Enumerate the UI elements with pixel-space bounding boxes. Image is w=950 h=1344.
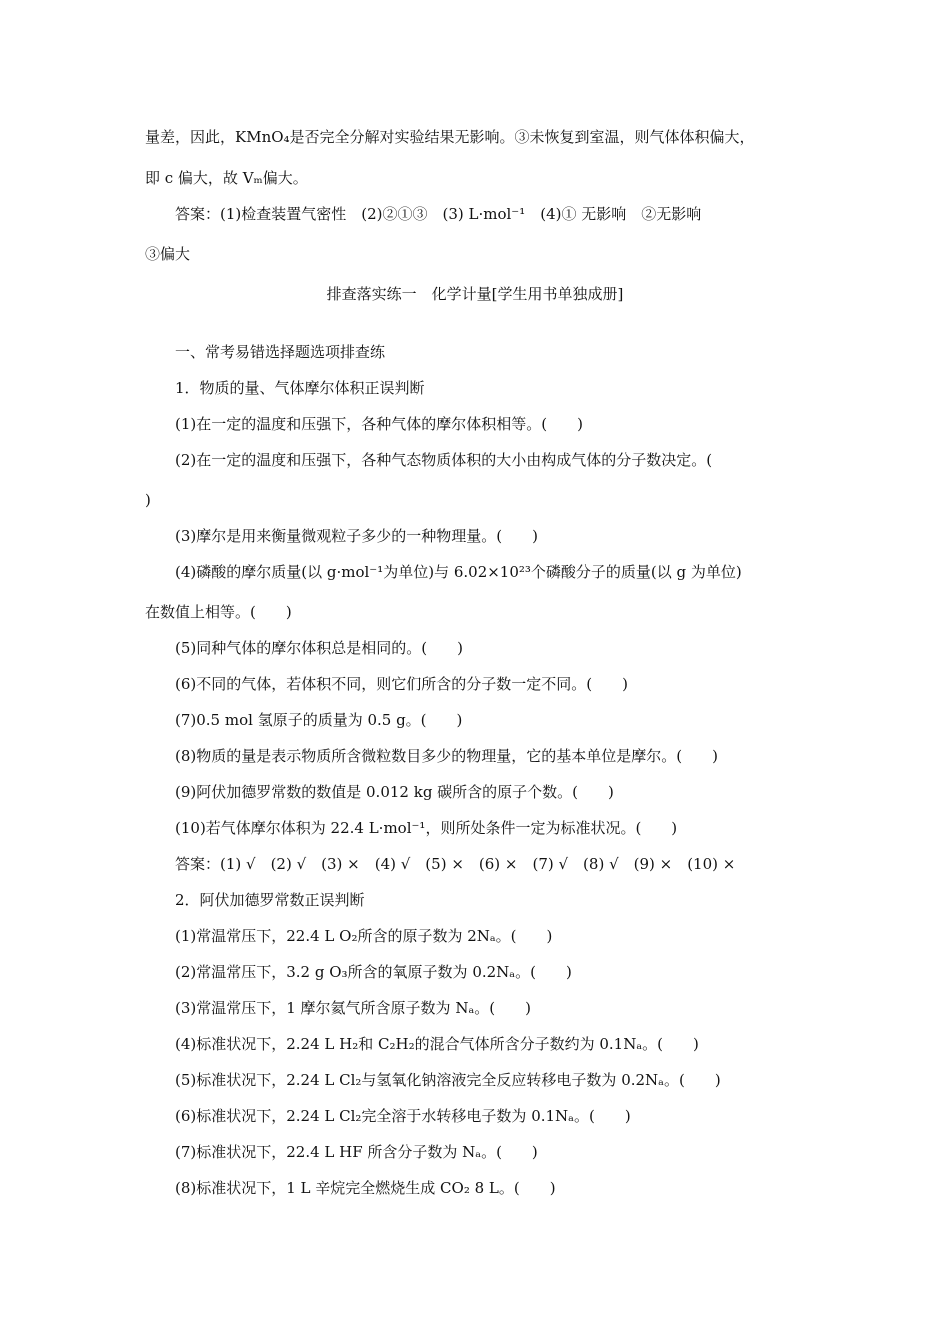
- intro-answer-line: 答案：(1)检查装置气密性 (2)②①③ (3) L·mol⁻¹ (4)① 无影响 ②无影响: [175, 205, 702, 223]
- question-2-3: (3)常温常压下，1 摩尔氦气所含原子数为 Nₐ。( ): [175, 999, 531, 1017]
- question-2-4: (4)标准状况下，2.24 L H₂和 C₂H₂的混合气体所含分子数约为 0.1Nₐ。( ): [175, 1035, 699, 1053]
- question-1-2-cont: ): [145, 491, 151, 509]
- question-2-6: (6)标准状况下，2.24 L Cl₂完全溶于水转移电子数为 0.1Nₐ。( ): [175, 1107, 631, 1125]
- heading-part-1: 一、常考易错选择题选项排查练: [175, 343, 386, 361]
- question-1-8: (8)物质的量是表示物质所含微粒数目多少的物理量，它的基本单位是摩尔。( ): [175, 747, 718, 765]
- intro-line-2: 即 c 偏大，故 Vₘ偏大。: [145, 169, 308, 187]
- question-2-1: (1)常温常压下，22.4 L O₂所含的原子数为 2Nₐ。( ): [175, 927, 553, 945]
- question-1-4-cont: 在数值上相等。( ): [145, 603, 292, 621]
- intro-line-1: 量差，因此，KMnO₄是否完全分解对实验结果无影响。③未恢复到室温，则气体体积偏大，: [145, 128, 755, 146]
- question-2-2: (2)常温常压下，3.2 g O₃所含的氧原子数为 0.2Nₐ。( ): [175, 963, 572, 981]
- question-1-5: (5)同种气体的摩尔体积总是相同的。( ): [175, 639, 463, 657]
- intro-answer-cont: ③偏大: [145, 245, 191, 263]
- question-1-7: (7)0.5 mol 氢原子的质量为 0.5 g。( ): [175, 711, 463, 729]
- answer-line-1: 答案：(1) √ (2) √ (3) × (4) √ (5) × (6) × (7) √ (8) √ (9) × (10) ×: [175, 855, 736, 873]
- question-2-7: (7)标准状况下，22.4 L HF 所含分子数为 Nₐ。( ): [175, 1143, 538, 1161]
- question-1-10: (10)若气体摩尔体积为 22.4 L·mol⁻¹，则所处条件一定为标准状况。( ): [175, 819, 678, 837]
- question-1-2: (2)在一定的温度和压强下，各种气态物质体积的大小由构成气体的分子数决定。(: [175, 451, 713, 469]
- subheading-2: 2．阿伏加德罗常数正误判断: [175, 891, 365, 909]
- question-1-4: (4)磷酸的摩尔质量(以 g·mol⁻¹为单位)与 6.02×10²³个磷酸分子的质量(以 g 为单位): [175, 563, 742, 581]
- question-1-1: (1)在一定的温度和压强下，各种气体的摩尔体积相等。( ): [175, 415, 583, 433]
- question-2-5: (5)标准状况下，2.24 L Cl₂与氢氧化钠溶液完全反应转移电子数为 0.2Nₐ。( ): [175, 1071, 721, 1089]
- question-1-6: (6)不同的气体，若体积不同，则它们所含的分子数一定不同。( ): [175, 675, 628, 693]
- question-2-8: (8)标准状况下，1 L 辛烷完全燃烧生成 CO₂ 8 L。( ): [175, 1179, 556, 1197]
- subheading-1: 1．物质的量、气体摩尔体积正误判断: [175, 379, 425, 397]
- question-1-3: (3)摩尔是用来衡量微观粒子多少的一种物理量。( ): [175, 527, 538, 545]
- question-1-9: (9)阿伏加德罗常数的数值是 0.012 kg 碳所含的原子个数。( ): [175, 783, 614, 801]
- section-title: 排查落实练一 化学计量[学生用书单独成册]: [326, 285, 624, 303]
